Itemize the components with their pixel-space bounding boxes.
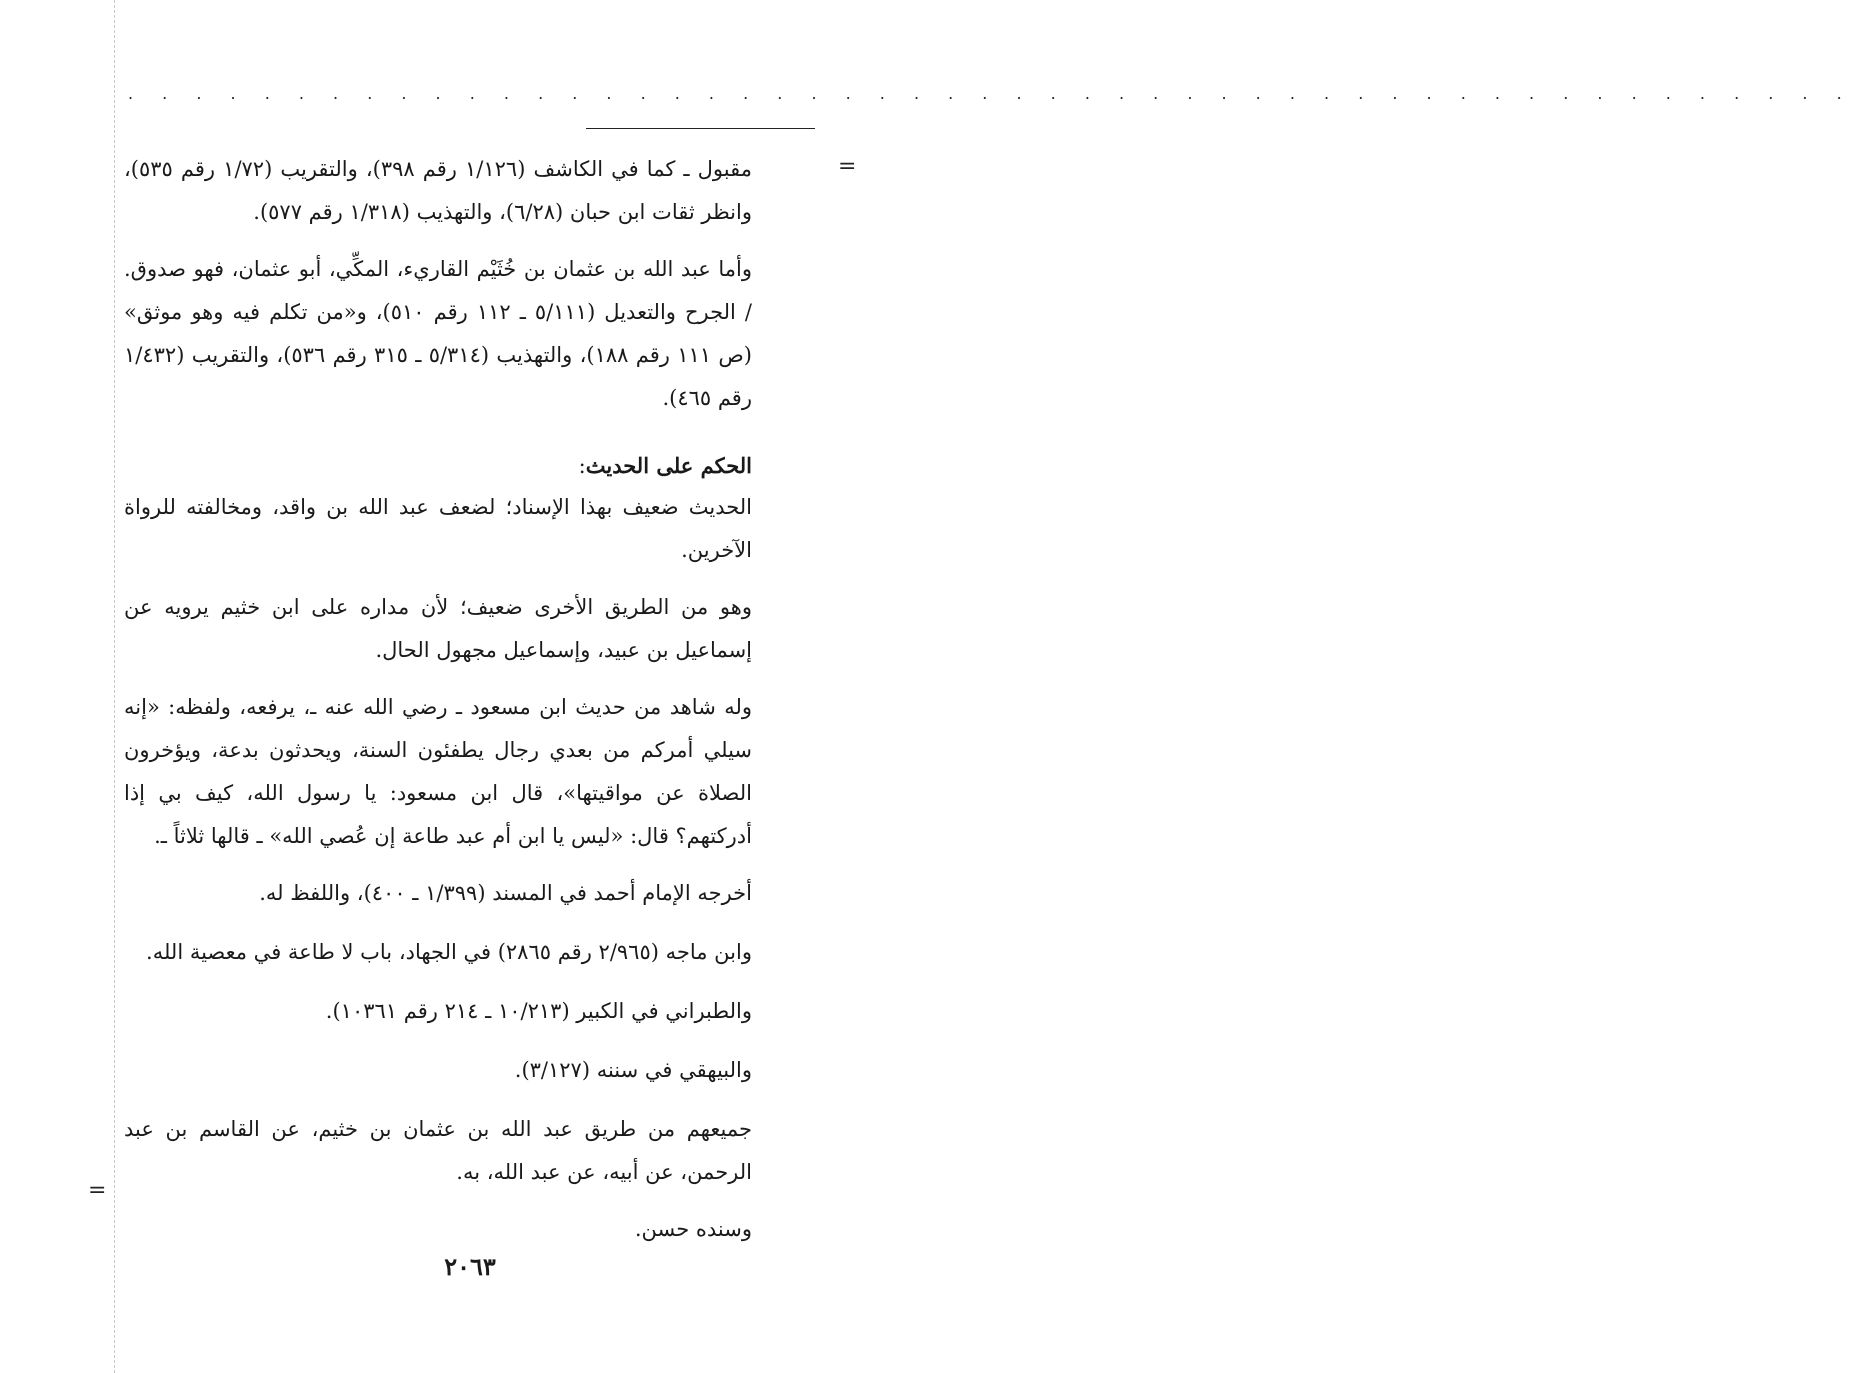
narrator-paragraph: وأما عبد الله بن عثمان بن خُثَيْم القاريء، المكِّي، أبو عثمان، فهو صدوق. / الجرح والتعديل (٥/١١١ ـ ١١٢ رقم ٥١٠)، و«من تكلم فيه وهو موثق» (ص ١١١ رقم ١٨٨)، والتهذيب (٥/٣١٤ ـ ٣١٥ رقم ٥٣٦)، والتقريب (١/٤٣٢ رقم ٤٦٥). <box>124 257 752 410</box>
witness-paragraph: وله شاهد من حديث ابن مسعود ـ رضي الله عنه ـ، يرفعه، ولفظه: «إنه سيلي أمركم من بعدي رجال يطفئون السنة، ويحدثون بدعة، ويؤخرون الصلاة عن مواقيتها»، قال ابن مسعود: يا رسول الله، كيف بي إذا أدركتهم؟ قال: «ليس يا ابن أم عبد طاعة إن عُصي الله» ـ قالها ثلاثاً ـ. <box>124 695 752 848</box>
page-body <box>124 148 752 1265</box>
source-tabarani: والطبراني في الكبير (١٠/٢١٣ ـ ٢١٤ رقم ١٠٣٦١). <box>325 999 752 1023</box>
dotted-header-rule: . . . . . . . . . . . . . . . . . . . . . . . . . . . . . . . . . . . . . . . . . . . . . . . . . . . <box>128 84 1854 103</box>
second-route-paragraph: وهو من الطريق الأخرى ضعيف؛ لأن مداره على ابن خثيم يرويه عن إسماعيل بن عبيد، وإسماعيل مجهول الحال. <box>124 595 752 662</box>
verdict-paragraph: وسنده حسن. <box>634 1217 752 1241</box>
source-ibn-majah: وابن ماجه (٢/٩٦٥ رقم ٢٨٦٥) في الجهاد، باب لا طاعة في معصية الله. <box>146 940 752 964</box>
binding-guide-line <box>114 0 115 1373</box>
page-number: ٢٠٦٣ <box>444 1252 496 1281</box>
section-heading <box>124 446 752 486</box>
footnote-paragraph: مقبول ـ كما في الكاشف (١/١٢٦ رقم ٣٩٨)، والتقريب (١/٧٢ رقم ٥٣٥)، وانظر ثقات ابن حبان (٦/٢٨)، والتهذيب (١/٣١٨ رقم ٥٧٧). <box>124 157 752 224</box>
section-heading-text: الحكم على الحديث <box>585 453 752 478</box>
continuation-mark-right: = <box>838 154 857 179</box>
ruling-paragraph: الحديث ضعيف بهذا الإسناد؛ لضعف عبد الله بن واقد، ومخالفته للرواة الآخرين. <box>124 495 752 562</box>
source-bayhaqi: والبيهقي في سننه (٣/١٢٧). <box>514 1058 752 1082</box>
continuation-mark-left: = <box>88 1178 107 1203</box>
section-heading-colon: : <box>578 454 586 478</box>
chain-paragraph: جميعهم من طريق عبد الله بن عثمان بن خثيم، عن القاسم بن عبد الرحمن، عن أبيه، عن عبد الله، به. <box>124 1117 752 1184</box>
footnote-separator-rule <box>586 128 815 129</box>
source-ahmad: أخرجه الإمام أحمد في المسند (١/٣٩٩ ـ ٤٠٠)، واللفظ له. <box>259 881 752 905</box>
